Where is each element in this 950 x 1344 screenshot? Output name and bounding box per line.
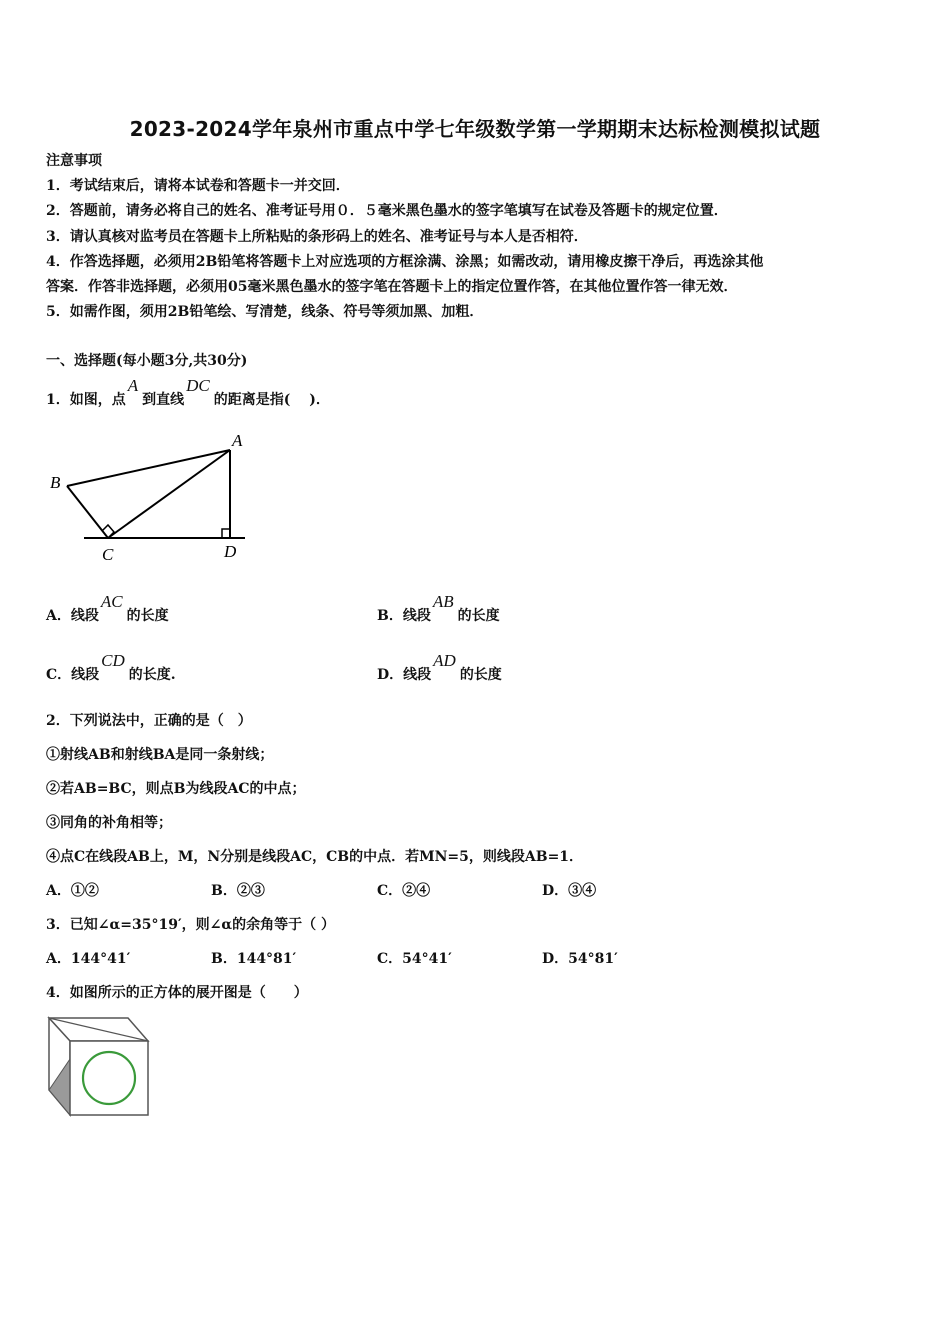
q1-option-d[interactable] — [377, 651, 502, 684]
q1-stem-mid: 到直线 — [142, 392, 185, 408]
page-title: 2023-2024学年泉州市重点中学七年级数学第一学期期末达标检测模拟试题 — [129, 117, 821, 141]
notice-item: 5．如需作图，须用2B铅笔绘、写清楚，线条、符号等须加黑、加粗． — [46, 304, 484, 320]
q2-option-d[interactable]: D．③④ — [542, 883, 597, 899]
q2-option-a[interactable]: A．①② — [46, 883, 99, 899]
label-b: B — [50, 473, 61, 492]
q2-option-c[interactable]: C．②④ — [377, 883, 431, 899]
notice-item: 1．考试结束后，请将本试卷和答题卡一并交回． — [46, 178, 350, 194]
option-prefix: C．线段 — [46, 667, 100, 683]
q4-cube-figure — [44, 1014, 152, 1118]
q3-option-c[interactable]: C．54°41′ — [377, 951, 452, 967]
q3-option-b[interactable]: B．144°81′ — [211, 951, 297, 967]
question-1-stem — [46, 376, 330, 409]
notice-heading: 注意事项 — [46, 153, 102, 169]
q2-option-b[interactable]: B．②③ — [211, 883, 265, 899]
q2-statement: ①射线AB和射线BA是同一条射线； — [46, 747, 274, 763]
label-c: C — [102, 545, 114, 564]
label-d: D — [224, 542, 237, 561]
option-suffix: 的长度 — [126, 608, 169, 624]
notice-item: 答案．作答非选择题，必须用05毫米黑色墨水的签字笔在答题卡上的指定位置作答，在其他位置作答一律无效． — [46, 279, 738, 295]
option-var: AD — [433, 651, 456, 670]
q1-var-line: DC — [186, 376, 210, 395]
option-var: AC — [100, 592, 123, 611]
option-suffix: 的长度 — [459, 667, 502, 683]
section-heading: 一、选择题(每小题3分,共30分) — [46, 353, 248, 369]
q1-option-a[interactable] — [46, 592, 169, 625]
q2-statement: ③同角的补角相等； — [46, 815, 172, 831]
option-prefix: A．线段 — [46, 608, 99, 624]
q1-option-c[interactable] — [46, 651, 176, 684]
option-var: AB — [432, 592, 454, 611]
option-suffix: 的长度 — [457, 608, 500, 624]
q1-stem-post: 的距离是指( )． — [213, 392, 330, 408]
notice-item: 2．答题前，请务必将自己的姓名、准考证号用０．５毫米黑色墨水的签字笔填写在试卷及答题卡的规定位置． — [46, 203, 728, 219]
question-3-stem: 3．已知∠α=35°19′，则∠α的余角等于（ ） — [46, 917, 336, 933]
q3-option-d[interactable]: D．54°81′ — [542, 951, 618, 967]
notice-item: 3．请认真核对监考员在答题卡上所粘贴的条形码上的姓名、准考证号与本人是否相符． — [46, 229, 588, 245]
notice-item: 4．作答选择题，必须用2B铅笔将答题卡上对应选项的方框涂满、涂黑；如需改动，请用橡皮擦干净后，再选涂其他 — [46, 254, 764, 270]
question-4-stem: 4．如图所示的正方体的展开图是（ ） — [46, 985, 308, 1001]
option-prefix: D．线段 — [377, 667, 432, 683]
right-angle-mark-d — [222, 529, 230, 538]
q1-figure — [40, 425, 260, 570]
q1-var-point: A — [127, 376, 139, 395]
label-a: A — [232, 431, 243, 450]
q3-option-a[interactable]: A．144°41′ — [46, 951, 131, 967]
q1-stem-pre: 1．如图，点 — [46, 392, 126, 408]
q2-statement: ④点C在线段AB上，M，N分别是线段AC，CB的中点．若MN=5，则线段AB=1． — [46, 849, 584, 865]
option-var: CD — [101, 651, 125, 670]
option-suffix: 的长度. — [128, 667, 176, 683]
question-2-stem: 2．下列说法中，正确的是（ ） — [46, 713, 252, 729]
q1-option-b[interactable] — [377, 592, 500, 625]
q2-statement: ②若AB=BC，则点B为线段AC的中点； — [46, 781, 306, 797]
option-prefix: B．线段 — [377, 608, 431, 624]
